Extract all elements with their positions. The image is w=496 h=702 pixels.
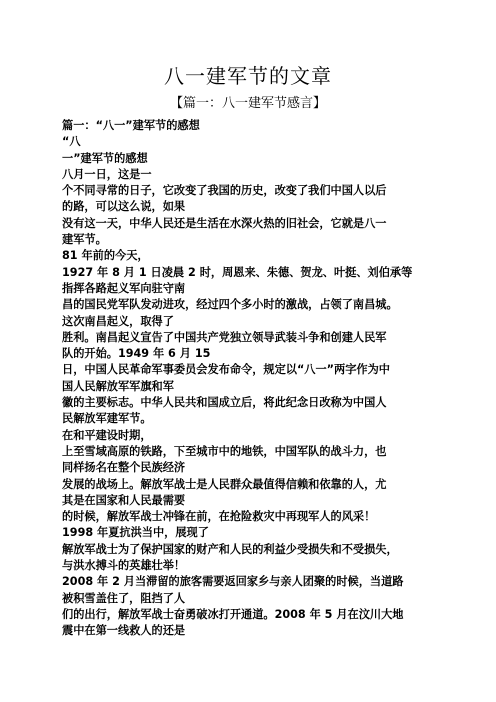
body-line: 上至雪域高原的铁路，下至城市中的地铁，中国军队的战斗力，也: [62, 444, 387, 458]
body-line: 同样扬名在整个民族经济: [62, 461, 186, 475]
document-title: 八一建军节的文章: [164, 64, 332, 88]
body-line: 国人民解放军军旗和军: [62, 379, 174, 393]
body-line: 昌的国民党军队发动进攻，经过四个多小时的激战，占领了南昌城。: [62, 298, 398, 312]
body-line: 2008 年 2 月当滞留的旅客需要返回家乡与亲人团聚的时候，当道路: [62, 575, 404, 589]
body-line: 指挥各路起义军向驻守南: [62, 281, 186, 295]
body-line: 1927 年 8 月 1 日凌晨 2 时，周恩来、朱德、贺龙、叶挺、刘伯承等: [62, 265, 413, 279]
body-line: 日，中国人民革命军事委员会发布命令，规定以“八一”两字作为中: [62, 363, 390, 377]
document-subtitle: 【篇一：八一建军节感言】: [169, 96, 326, 111]
body-line: 的时候，解放军战士冲锋在前，在抢险救灾中再现军人的风采！: [62, 510, 376, 524]
body-line: 其是在国家和人民最需要: [62, 493, 186, 507]
body-line: 八月一日，这是一: [62, 167, 152, 181]
body-line: 篇一：“八一”建军节的感想: [62, 119, 200, 132]
body-line: 没有这一天，中华人民还是生活在水深火热的旧社会，它就是八一: [62, 216, 387, 230]
body-line: 个不同寻常的日子，它改变了我国的历史，改变了我们中国人以后: [62, 184, 387, 198]
body-line: 们的出行，解放军战士奋勇破冰打开通道。2008 年 5 月在汶川大地: [62, 607, 404, 621]
body-line: 胜利。南昌起义宣告了中国共产党独立领导武装斗争和创建人民军: [62, 330, 387, 344]
body-line: 徽的主要标志。中华人民共和国成立后，将此纪念日改称为中国人: [62, 396, 387, 410]
body-line: 震中在第一线救人的还是: [62, 624, 186, 638]
body-line: 队的开始。1949 年 6 月 15: [62, 347, 211, 361]
body-line: “八: [62, 135, 81, 149]
body-line: 解放军战士为了保护国家的财产和人民的利益少受损失和不受损失，: [62, 542, 398, 556]
body-line: 民解放军建军节。: [62, 412, 152, 426]
body-line: 在和平建设时期，: [62, 428, 152, 442]
body-line: 1998 年夏抗洪当中，展现了: [62, 526, 209, 540]
body-line: 建军节。: [62, 233, 107, 247]
body-line: 一”建军节的感想: [62, 151, 148, 165]
body-line: 被积雪盖住了，阻挡了人: [62, 591, 186, 605]
body-line: 与洪水搏斗的英雄壮举！: [62, 559, 186, 573]
body-line: 这次南昌起义，取得了: [62, 314, 174, 328]
body-line: 81 年前的今天，: [62, 249, 149, 263]
body-line: 的路，可以这么说，如果: [62, 200, 186, 214]
body-line: 发展的战场上。解放军战士是人民群众最值得信赖和依靠的人，尤: [62, 477, 387, 491]
document-body: [62, 118, 442, 640]
